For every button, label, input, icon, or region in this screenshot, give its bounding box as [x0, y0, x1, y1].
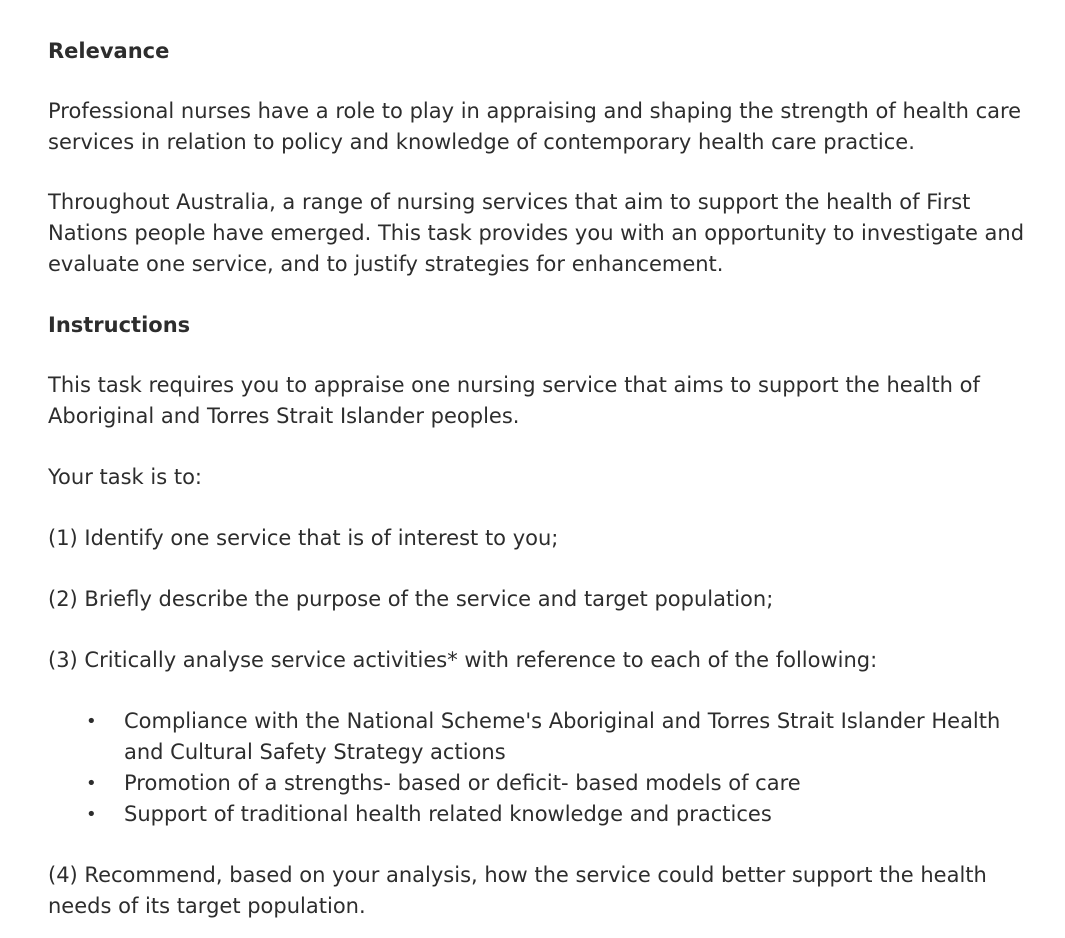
relevance-paragraph: Professional nurses have a role to play in appraising and shaping the strength of health care services in relation to policy and knowledge of contemporary health care practice. — [48, 99, 1022, 154]
list-item — [48, 768, 1033, 799]
task-step: (1) Identify one service that is of interest to you; — [48, 526, 559, 550]
relevance-paragraph: Throughout Australia, a range of nursing services that aim to support the health of First Nations people have emerged. This task provides you with an opportunity to investigate and evaluate one service, and to justify strategies for enhancement. — [48, 190, 1025, 276]
task-step: (2) Briefly describe the purpose of the service and target population; — [48, 587, 774, 611]
relevance-heading: Relevance — [48, 39, 170, 63]
list-item — [48, 706, 1033, 768]
task-lead: Your task is to: — [48, 465, 202, 489]
instructions-heading: Instructions — [48, 313, 191, 337]
bullet-icon: • — [86, 804, 97, 825]
list-item-text: Compliance with the National Scheme's Aboriginal and Torres Strait Islander Health and Cultural Safety Strategy actions — [124, 709, 1001, 764]
instructions-intro: This task requires you to appraise one nursing service that aims to support the health of Aboriginal and Torres Strait Islander peoples. — [48, 373, 980, 428]
task-step: (4) Recommend, based on your analysis, how the service could better support the health needs of its target population. — [48, 863, 987, 918]
list-item-text: Promotion of a strengths- based or deficit- based models of care — [124, 771, 801, 795]
bullet-icon: • — [86, 711, 97, 732]
bullet-icon: • — [86, 773, 97, 794]
analysis-criteria-list — [48, 706, 1033, 830]
list-item-text: Support of traditional health related knowledge and practices — [124, 802, 772, 826]
task-step: (3) Critically analyse service activities* with reference to each of the following: — [48, 648, 878, 672]
list-item — [48, 799, 1033, 830]
